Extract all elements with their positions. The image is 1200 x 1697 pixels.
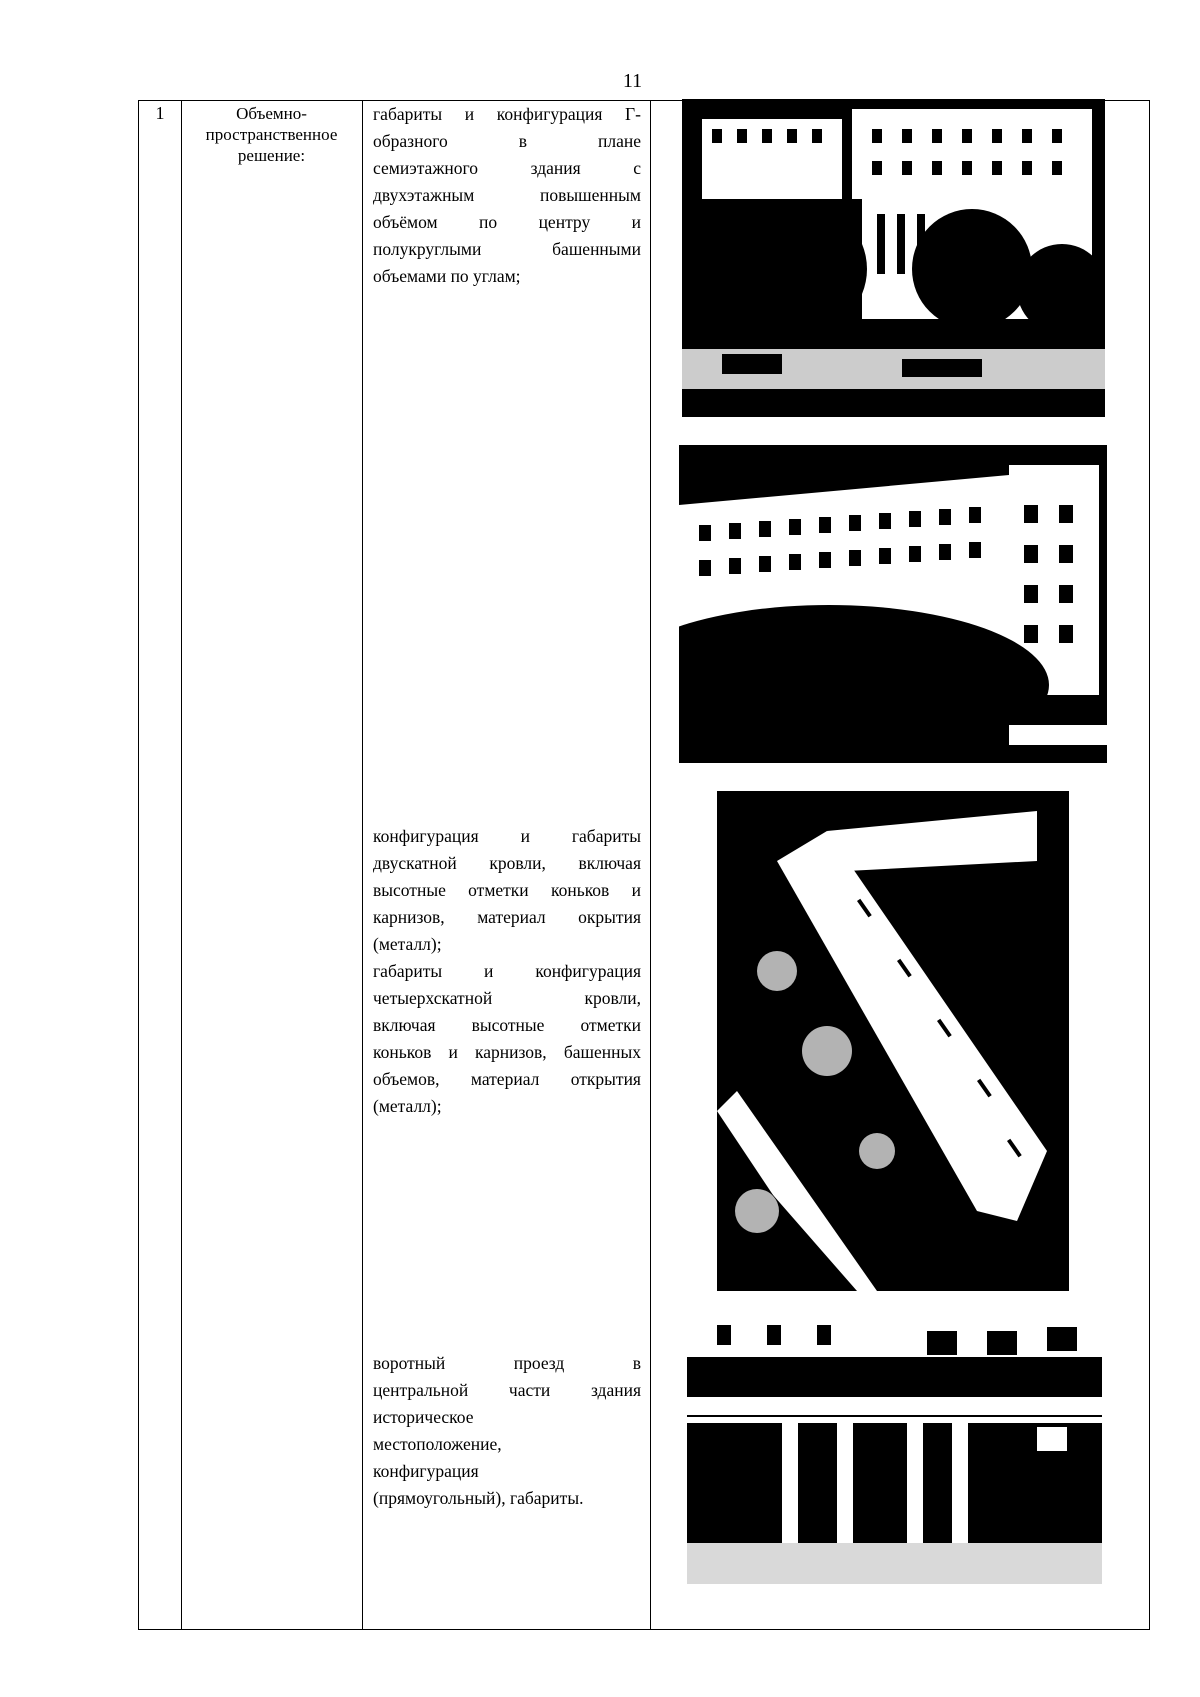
description-line: воротный проезд в (373, 1353, 641, 1373)
column-divider (181, 101, 182, 1629)
description-line: историческое (373, 1407, 474, 1427)
description-gateway (373, 1350, 641, 1512)
description-line: конфигурация (373, 1461, 479, 1481)
description-building-volume (373, 101, 641, 290)
row-name-line: решение: (237, 146, 306, 165)
description-line: (прямоугольный), габариты. (373, 1488, 584, 1508)
row-name (181, 103, 362, 166)
column-divider (650, 101, 651, 1629)
corner-tower-photo (679, 445, 1107, 763)
description-line: коньков и карнизов, башенных (373, 1042, 641, 1062)
description-line: центральной части здания (373, 1380, 641, 1400)
description-line: высотные отметки коньков и (373, 880, 641, 900)
row-number: 1 (155, 103, 165, 123)
description-line: габариты и конфигурация (373, 961, 641, 981)
page-number: 11 (622, 70, 643, 92)
description-line: двухэтажным повышенным (373, 185, 641, 205)
description-line: объемами по углам; (373, 266, 521, 286)
description-line: объёмом по центру и (373, 212, 641, 232)
column-divider (362, 101, 363, 1629)
gateway-photo (687, 1317, 1102, 1584)
description-line: местоположение, (373, 1434, 502, 1454)
description-line: четыерхскатной кровли, (373, 988, 641, 1008)
description-line: образного в плане (373, 131, 641, 151)
description-line: карнизов, материал окрытия (373, 907, 641, 927)
description-line: конфигурация и габариты (373, 826, 641, 846)
description-roof (373, 823, 641, 1120)
row-name-line: Объемно- (236, 104, 307, 123)
description-line: полукруглыми башенными (373, 239, 641, 259)
row-name-line: пространственное (205, 125, 338, 144)
document-table (138, 100, 1150, 1630)
description-line: (металл); (373, 934, 442, 954)
description-line: габариты и конфигурация Г- (373, 104, 641, 124)
description-line: включая высотные отметки (373, 1015, 641, 1035)
description-line: объемов, материал открытия (373, 1069, 641, 1089)
building-facade-photo (682, 99, 1105, 417)
description-line: двускатной кровли, включая (373, 853, 641, 873)
aerial-roof-photo (717, 791, 1069, 1291)
description-line: (металл); (373, 1096, 442, 1116)
description-line: семиэтажного здания с (373, 158, 641, 178)
